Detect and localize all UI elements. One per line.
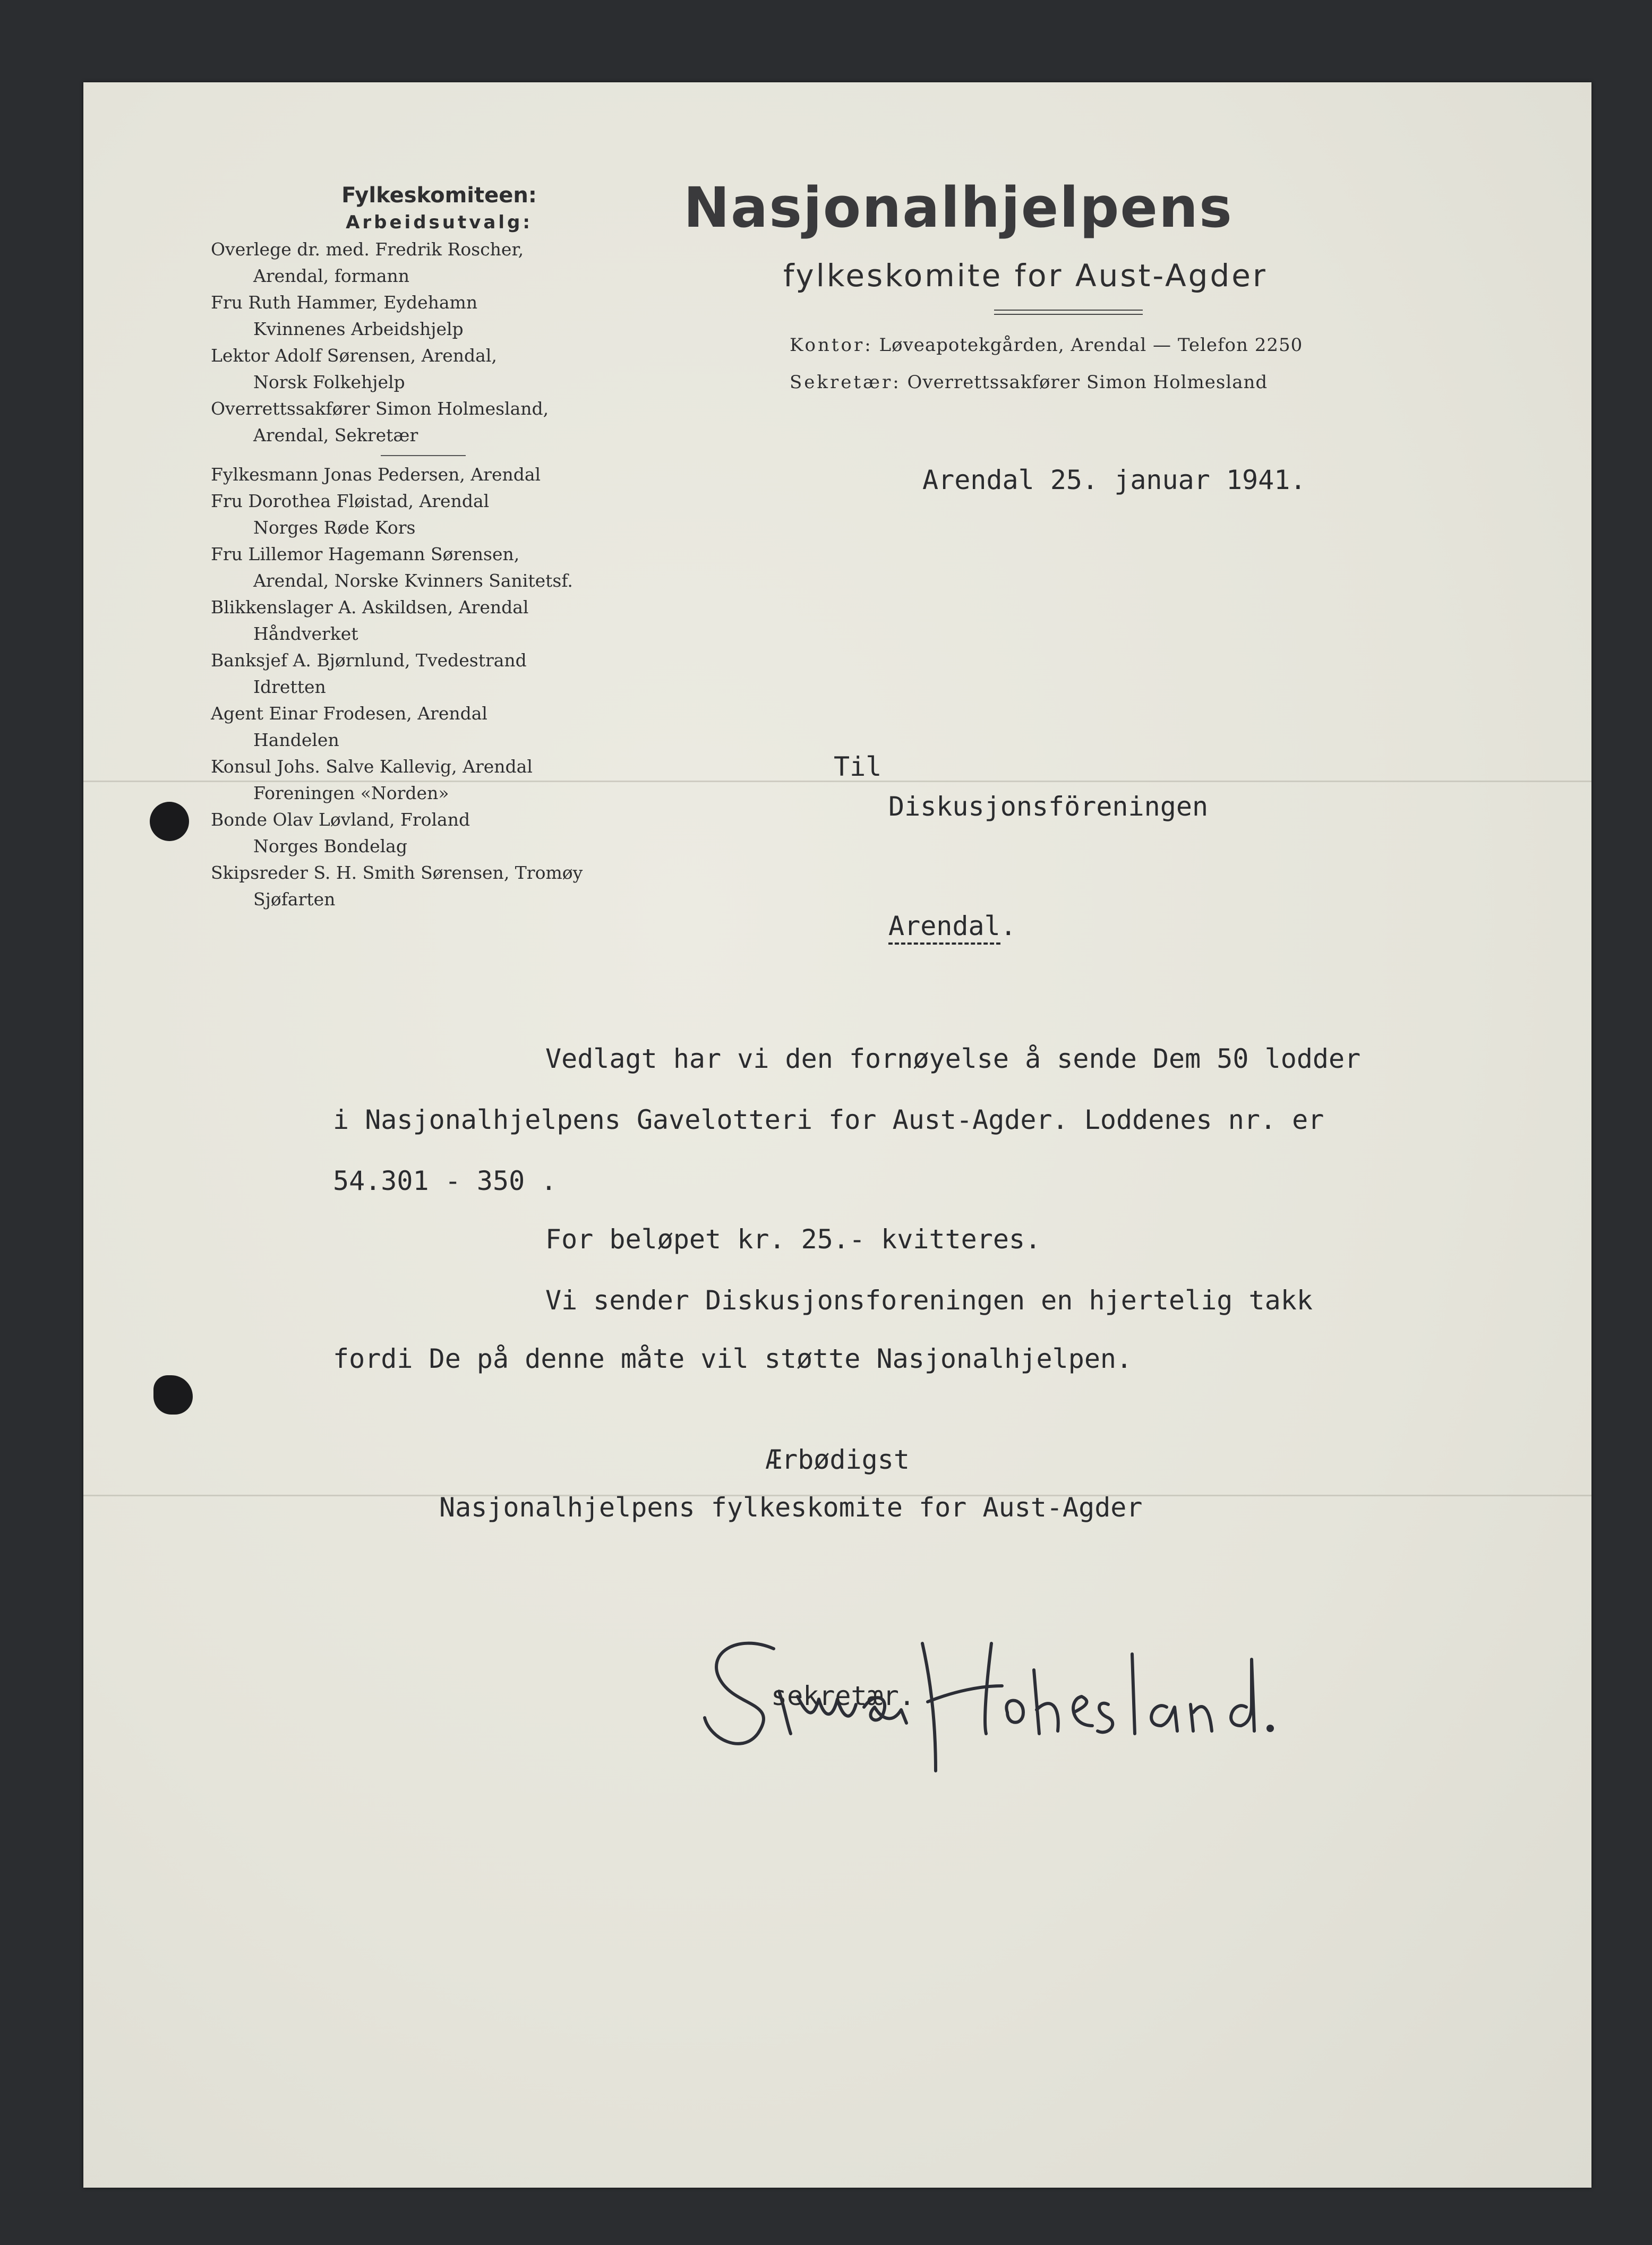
letter-recipient: Diskusjonsföreningen — [888, 791, 1209, 822]
letter-sender: Nasjonalhjelpens fylkeskomite for Aust-Agder — [439, 1492, 1143, 1523]
letter-closing: Ærbødigst — [766, 1444, 910, 1475]
letterhead-rule — [994, 310, 1143, 311]
divider — [381, 455, 466, 456]
letterhead-rule — [994, 314, 1143, 315]
committee-title: Fylkeskomiteen: — [341, 183, 537, 208]
member-entry: Lektor Adolf Sørensen, Arendal, Norsk Folkehjelp — [211, 345, 497, 392]
body-line: fordi De på denne måte vil støtte Nasjonalhjelpen. — [333, 1343, 1133, 1374]
committee-subtitle: Arbeidsutvalg: — [346, 212, 533, 233]
punch-hole — [150, 802, 189, 841]
letter-sheet — [83, 82, 1591, 2188]
letterhead-subtitle: fylkeskomite for Aust-Agder — [783, 258, 1268, 294]
body-line: For beløpet kr. 25.- kvitteres. — [545, 1224, 1041, 1255]
body-line: Vedlagt har vi den fornøyelse å sende Dem 50 lodder — [545, 1043, 1361, 1074]
punch-hole — [153, 1375, 193, 1415]
member-entry: Overrettssakfører Simon Holmesland, Arendal, Sekretær — [211, 398, 549, 445]
body-line: i Nasjonalhjelpens Gavelotteri for Aust-Agder. Loddenes nr. er — [333, 1104, 1324, 1135]
member-entry: Bonde Olav Løvland, Froland Norges Bondelag — [211, 809, 470, 856]
member-entry: Fru Lillemor Hagemann Sørensen, Arendal, Norske Kvinners Sanitetsf. — [211, 544, 573, 591]
member-entry: Fylkesmann Jonas Pedersen, Arendal — [211, 464, 541, 485]
letter-date: Arendal 25. januar 1941. — [922, 465, 1306, 495]
member-entry: Banksjef A. Bjørnlund, Tvedestrand Idretten — [211, 650, 527, 697]
member-entry: Konsul Johs. Salve Kallevig, Arendal Foreningen «Norden» — [211, 756, 533, 803]
member-entry: Fru Ruth Hammer, Eydehamn Kvinnenes Arbeidshjelp — [211, 292, 478, 339]
member-entry: Overlege dr. med. Fredrik Roscher, Arendal, formann — [211, 239, 524, 286]
letter-city: Arendal. — [888, 911, 1016, 941]
body-line: Vi sender Diskusjonsforeningen en hjertelig takk — [545, 1285, 1313, 1316]
member-entry: Fru Dorothea Fløistad, Arendal Norges Røde Kors — [211, 491, 490, 538]
letter-to: Til — [834, 751, 882, 782]
letterhead-name: Nasjonalhjelpens — [683, 175, 1233, 240]
member-entry: Blikkenslager A. Askildsen, Arendal Håndverket — [211, 597, 529, 644]
letter-role: sekretær. — [771, 1681, 915, 1711]
secretary-line: Sekretær: Overrettssakfører Simon Holmesland — [790, 372, 1268, 393]
office-line: Kontor: Løveapotekgården, Arendal — Telefon 2250 — [790, 335, 1303, 356]
member-entry: Agent Einar Frodesen, Arendal Handelen — [211, 703, 487, 750]
committee-column — [211, 183, 689, 913]
member-entry: Skipsreder S. H. Smith Sørensen, Tromøy Sjøfarten — [211, 862, 583, 910]
body-line: 54.301 - 350 . — [333, 1166, 557, 1196]
handwritten-signature — [673, 1612, 1310, 1813]
